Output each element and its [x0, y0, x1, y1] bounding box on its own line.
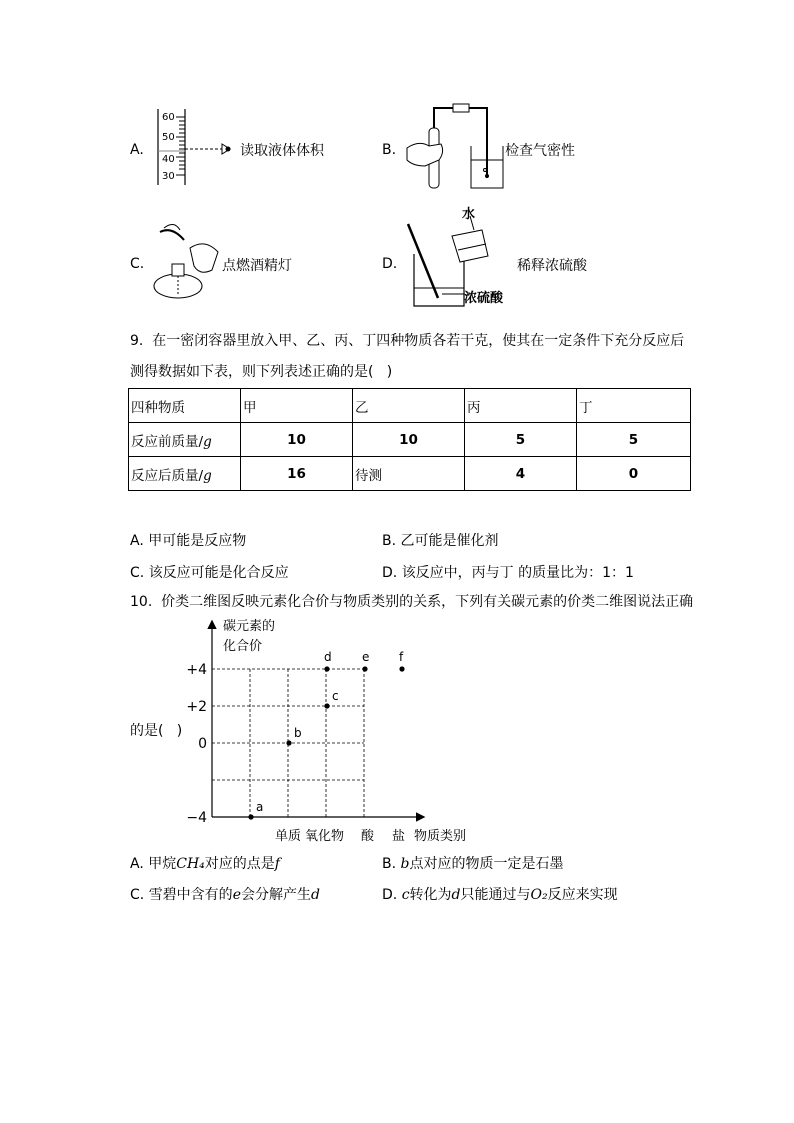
q10-option-d[interactable]: D. c转化为d只能通过与O₂反应来实现 — [382, 887, 618, 903]
scale-label: 50 — [162, 132, 175, 143]
data-point-f — [399, 666, 404, 671]
data-point-e — [362, 666, 367, 671]
data-point-c — [324, 703, 329, 708]
q9-data-table — [128, 388, 691, 491]
water-label: 水 — [462, 207, 476, 222]
scale-label: 30 — [162, 171, 175, 182]
data-points — [248, 650, 404, 820]
graduated-cylinder-reading-illustration — [150, 105, 240, 187]
data-point-b — [286, 740, 291, 745]
table-cell: 4 — [465, 457, 577, 491]
table-row — [129, 423, 691, 457]
table-cell: 0 — [577, 457, 691, 491]
dilute-sulfuric-acid-illustration — [402, 202, 517, 312]
option-letter: C. — [130, 256, 145, 272]
acid-label: 浓硫酸 — [464, 291, 504, 306]
table-cell: 10 — [241, 423, 353, 457]
q9-stem-line1: 9. 在一密闭容器里放入甲、乙、丙、丁四种物质各若干克，使其在一定条件下充分反应后 — [130, 333, 685, 349]
option-letter: B. — [382, 142, 397, 158]
scale-label: 40 — [162, 154, 175, 165]
q9-option-c[interactable]: C. 该反应可能是化合反应 — [130, 565, 289, 581]
y-tick-label: +2 — [186, 699, 207, 715]
q10-option-a[interactable]: A. 甲烷CH₄对应的点是f — [130, 856, 280, 872]
table-cell: 16 — [241, 457, 353, 491]
table-cell: 乙 — [353, 389, 465, 423]
q10-option-c[interactable]: C. 雪碧中含有的e会分解产生d — [130, 887, 320, 903]
valence-category-chart — [175, 612, 485, 852]
table-cell: 5 — [577, 423, 691, 457]
table-cell: 四种物质 — [129, 389, 241, 423]
data-point-label: f — [399, 650, 404, 664]
data-point-a — [248, 814, 253, 819]
x-category-label: 酸 — [361, 829, 375, 844]
q9-stem-line2: 测得数据如下表，则下列表述正确的是( ) — [130, 364, 393, 380]
table-header-row — [129, 389, 691, 423]
table-cell: 丁 — [577, 389, 691, 423]
table-cell: 10 — [353, 423, 465, 457]
table-cell: 5 — [465, 423, 577, 457]
q10-stem-line2: 的是( ) — [130, 723, 183, 739]
y-tick-labels — [186, 662, 207, 826]
q10-stem-line1: 10. 价类二维图反映元素化合价与物质类别的关系，下列有关碳元素的价类二维图说法正确 — [130, 594, 694, 610]
x-category-labels — [275, 828, 405, 844]
option-letter: D. — [382, 256, 398, 272]
alcohol-lamp-lighting-illustration — [150, 218, 225, 308]
data-point-d — [324, 666, 329, 671]
y-axis-label-line1: 碳元素的 — [223, 619, 276, 634]
table-cell: 待测 — [353, 457, 465, 491]
data-point-label: b — [294, 726, 302, 740]
table-row-label: 反应后质量/g — [129, 457, 241, 491]
y-tick-label: +4 — [186, 662, 207, 678]
x-axis-label: 物质类别 — [414, 829, 467, 844]
table-cell: 甲 — [241, 389, 353, 423]
data-point-label: c — [332, 689, 339, 703]
option-letter: A. — [130, 142, 144, 158]
option-text: 检查气密性 — [505, 143, 575, 159]
option-text: 点燃酒精灯 — [222, 258, 292, 274]
y-tick-label: 0 — [198, 736, 207, 752]
x-category-label: 氧化物 — [305, 829, 345, 844]
q9-option-d[interactable]: D. 该反应中，丙与丁 的质量比为：1：1 — [382, 565, 634, 581]
q9-option-b[interactable]: B. 乙可能是催化剂 — [382, 533, 499, 549]
scale-label: 60 — [162, 112, 175, 123]
x-category-label: 盐 — [392, 829, 406, 844]
table-row-label: 反应前质量/g — [129, 423, 241, 457]
data-point-label: e — [362, 650, 370, 664]
data-point-label: d — [324, 650, 332, 664]
q10-option-b[interactable]: B. b点对应的物质一定是石墨 — [382, 856, 564, 872]
option-text: 读取液体体积 — [240, 143, 324, 159]
q9-option-a[interactable]: A. 甲可能是反应物 — [130, 533, 247, 549]
option-text: 稀释浓硫酸 — [517, 258, 587, 274]
table-row — [129, 457, 691, 491]
x-category-label: 单质 — [275, 829, 302, 844]
table-cell: 丙 — [465, 389, 577, 423]
data-point-label: a — [256, 800, 264, 814]
y-tick-label: −4 — [186, 810, 207, 826]
airtightness-check-illustration — [405, 100, 505, 192]
y-axis-label-line2: 化合价 — [223, 639, 263, 654]
